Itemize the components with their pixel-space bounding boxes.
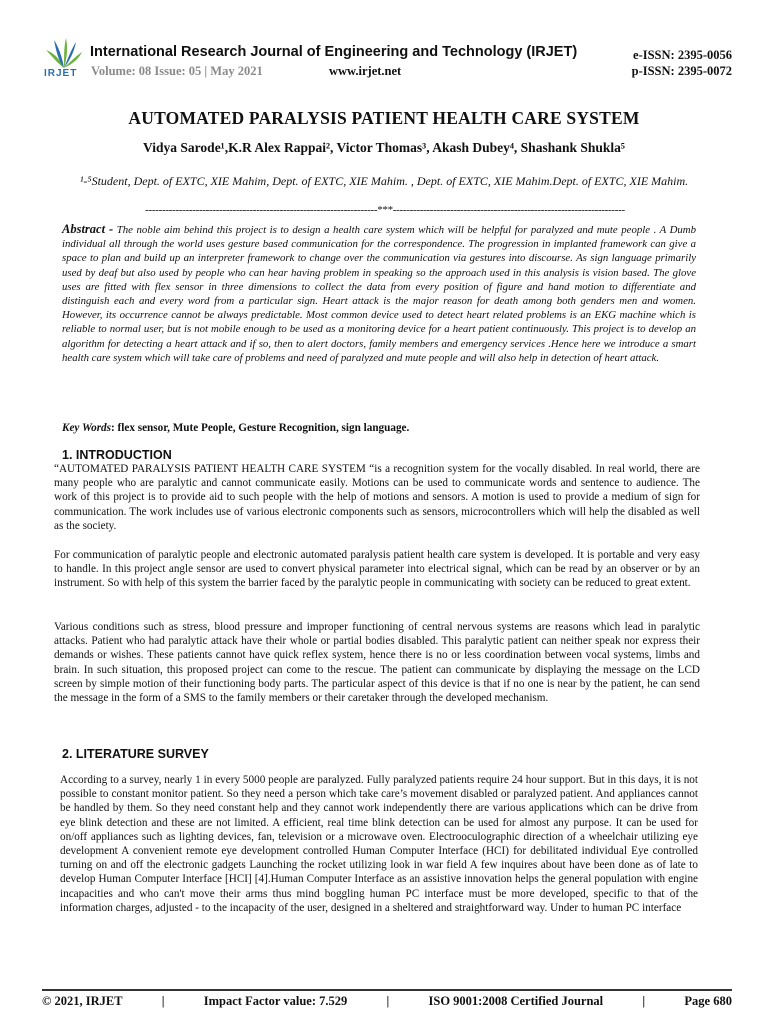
footer-copyright: © 2021, IRJET [42,994,123,1008]
keywords-value: : flex sensor, Mute People, Gesture Recognition, sign language. [111,422,410,434]
logo-text: IRJET [44,68,78,79]
abstract-text: The noble aim behind this project is to design a health care system which will be helpful for paralyzed and mute people . A Dumb individual all through the world uses gesture based communication for the correspondence. The progression in implanted framework can give a space to plan and build up an interpreter framework to change over the communication via gestures into discourse. As sign language primarily used by deaf but also used by people who can hear having problem in speaking so the approach used in this analysis is vision based. The glove uses are fitted with flex sensor in three dimensions to collect the data from every position of figure and hand motion to differentiate and distinguish each and every word from a particular sign. Heart attack is the major reason for death among both genders men and women. However, its occurrence cannot be always predictable. Most common device used to detect heart related problems is an EKG machine which is reliable to normal user, but is not mobile enough to be used as a monitoring device for a heart patient continuously. This project is to develop an algorithm for detecting a heart attack and if so, then to alert doctors, family members and emergency services .Hence here we introduce a smart health care system which will take care of problems and need of paralyzed and mute people and will also help in detection of heart attack. [62,224,697,364]
affiliation: ¹-⁵Student, Dept. of EXTC, XIE Mahim, Dept. of EXTC, XIE Mahim. , Dept. of EXTC, XIE Mahim.Dept. of EXTC, XIE Mahim. [79,174,689,188]
introduction-heading: 1. INTRODUCTION [62,448,172,462]
abstract-label: Abstract - [62,222,114,236]
footer-impact-factor: Impact Factor value: 7.529 [203,994,348,1008]
journal-header [42,38,732,82]
volume-info: Volume: 08 Issue: 05 | May 2021 [91,64,263,78]
journal-website-link[interactable]: www.irjet.net [329,64,402,78]
paper-title: AUTOMATED PARALYSIS PATIENT HEALTH CARE SYSTEM [128,108,640,128]
page-footer [42,994,732,1009]
journal-title: International Research Journal of Engineering and Technology (IRJET) [90,44,578,60]
pissn: p-ISSN: 2395-0072 [631,64,732,78]
literature-survey-heading: 2. LITERATURE SURVEY [62,747,209,761]
intro-paragraph-2: For communication of paralytic people and electronic automated paralysis patient health care system is developed. It is portable and very easy to handle. In this project angle sensor are used to convert physical parameter into electrical signal, which can be read by an observer or by an instrument. So with help of this system the barrier faced by the paralytic people in communicating with society can be reduced to great extent. [54,549,700,590]
footer-iso: ISO 9001:2008 Certified Journal [428,994,604,1008]
literature-paragraph-1: According to a survey, nearly 1 in every 5000 people are paralyzed. Fully paralyzed patients require 24 hour support. But in this days, it is not possible to constant monitor patient. So they need a person which take care’s movement disabled or paralyzed patient. And appliances cannot be handled by them. So they need constant help and they cannot work independently there are various applications which can be drive from eye blink detection and these are not limited. A efficient, real time blink detection can be used for almost any purpose. It can be used for on/off appliances such as lighting devices, fan, television or a microwave oven. Electrooculographic direction of a wheelchair utilizing eye development A convenient remote eye development controlled Human Computer Interface (HCI) for debilitated individual Eye controlled turning on and off the electronic gadgets Launching the rocket utilizing look in war field A few inquires about have been done as of late to develop Human Computer Interface [HCI] [4].Human Computer Interface as an assistive innovation helps the general population with engine incapacities and who can't move their arms thus mind boggling human PC interface must be more developed, specific to that of the information charges, adjusted - to the incapacity of the user, designed in a sheltered and straightforward way. Under to human PC interface [60,774,698,914]
footer-page-number: Page 680 [684,994,732,1008]
abstract [62,222,696,365]
author-list: Vidya Sarode¹,K.R Alex Rappai², Victor Thomas³, Akash Dubey⁴, Shashank Shukla⁵ [143,140,625,155]
footer-separator: | [386,994,390,1008]
footer-rule [42,989,732,991]
keywords [62,422,696,434]
keywords-label: Key Words [62,422,111,434]
section-divider: ---------------------------------------------------------------------***--------------------------------------------------------------------- [145,204,625,216]
irjet-logo [42,38,86,82]
irjet-logo-icon [42,38,86,70]
intro-paragraph-3: Various conditions such as stress, blood pressure and improper functioning of central nervous systems are reasons which lead in paralytic attacks. Patient who had paralytic attack have their whole or partial bodies disabled. This paralytic patient can neither speak nor express their demands or wishes. These patients cannot have quick reflex system, hence there is no or less coordination between vocal systems, limbs and brain. In such situation, this proposed project can come to the rescue. The patient can communicate by displaying the message on the LCD screen by simple motion of their functioning body parts. The particular aspect of this device is that if no one is near by the patient, he can send the message in the form of a SMS to the family members or their caretaker through the developed mechanism. [54,621,700,705]
footer-separator: | [642,994,646,1008]
eissn: e-ISSN: 2395-0056 [633,48,732,62]
intro-paragraph-1: “AUTOMATED PARALYSIS PATIENT HEALTH CARE SYSTEM “is a recognition system for the vocally disabled. In real world, there are many people who are paralytic and cannot communicate easily. Motions can be used to communicate words and sentence to audience. The work of this project is to provide aid to such people with the help of motions and sensors. A motion is used to provide a medium of sign for communication. The work includes use of various electronic components such as sensors, microcontrollers which will help the disabled as well as the society. [54,463,700,532]
footer-separator: | [161,994,165,1008]
